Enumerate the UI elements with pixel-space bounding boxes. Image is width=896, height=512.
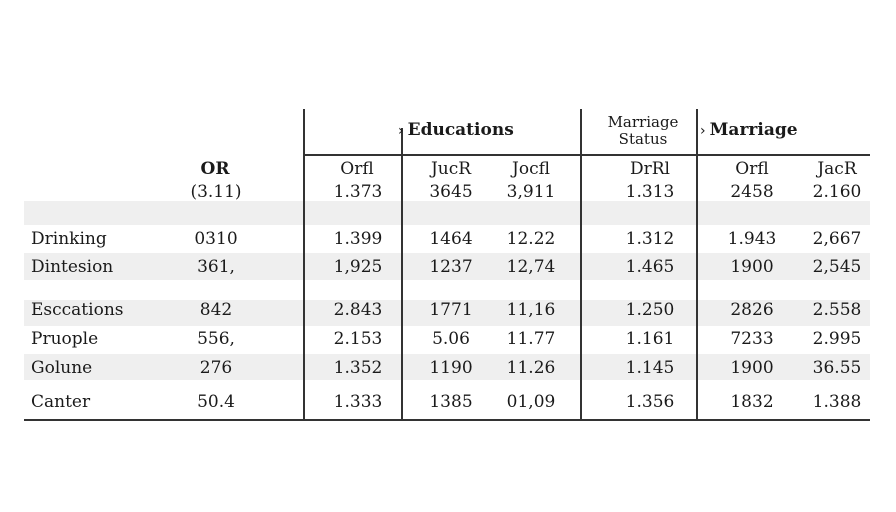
column-header: JacR bbox=[817, 159, 857, 179]
or-cell: 50.4 bbox=[197, 392, 235, 412]
or-header-value: (3.11) bbox=[190, 182, 242, 202]
or-cell: 0310 bbox=[194, 229, 238, 249]
table-cell: 1.161 bbox=[625, 329, 675, 349]
group-header-line: Status bbox=[618, 130, 668, 148]
table-cell: 7233 bbox=[730, 329, 774, 349]
table-cell: 1.388 bbox=[812, 392, 862, 412]
table-cell: 01,09 bbox=[506, 392, 556, 412]
table-cell: 1385 bbox=[429, 392, 473, 412]
or-cell: 556, bbox=[197, 329, 235, 349]
table-cell: 1237 bbox=[429, 257, 473, 277]
table-cell: 1190 bbox=[429, 358, 473, 378]
table-cell: 12,74 bbox=[506, 257, 556, 277]
table-cell: 1.399 bbox=[333, 229, 383, 249]
header-value: 3645 bbox=[429, 182, 473, 202]
or-cell: 361, bbox=[197, 257, 235, 277]
table-cell: 1.943 bbox=[727, 229, 777, 249]
column-divider bbox=[401, 128, 403, 419]
group-header-line: Marriage bbox=[607, 113, 679, 131]
table-cell: 2.995 bbox=[812, 329, 862, 349]
table-cell: 1,925 bbox=[333, 257, 383, 277]
column-header: JucR bbox=[430, 159, 472, 179]
table-cell: 36.55 bbox=[812, 358, 862, 378]
table-cell: 2.558 bbox=[812, 300, 862, 320]
group-header-educations-label: Educations bbox=[407, 120, 514, 140]
table-cell: 1900 bbox=[730, 358, 774, 378]
or-header-label: OR bbox=[200, 159, 230, 179]
bottom-rule bbox=[24, 419, 870, 421]
table-cell: 1.250 bbox=[625, 300, 675, 320]
header-value: 1.373 bbox=[333, 182, 383, 202]
table-cell: 2826 bbox=[730, 300, 774, 320]
row-label: Drinking bbox=[31, 229, 107, 249]
column-divider bbox=[303, 109, 305, 419]
table-cell: 2,667 bbox=[812, 229, 862, 249]
table-cell: 1.145 bbox=[625, 358, 675, 378]
row-label: Pruople bbox=[31, 329, 99, 349]
table-cell: 1.352 bbox=[333, 358, 383, 378]
row-label: Dintesion bbox=[31, 257, 114, 277]
group-header-marriage-label: Marriage bbox=[709, 120, 798, 140]
header-value: 2458 bbox=[730, 182, 774, 202]
table-cell: 12.22 bbox=[506, 229, 556, 249]
chevron-right-icon: › bbox=[398, 123, 404, 139]
column-divider bbox=[580, 109, 582, 419]
header-rule bbox=[303, 154, 870, 156]
row-label: Canter bbox=[31, 392, 91, 412]
table-cell: 1.465 bbox=[625, 257, 675, 277]
table-cell: 5.06 bbox=[432, 329, 470, 349]
chevron-right-icon: › bbox=[700, 123, 706, 139]
header-value: 2.160 bbox=[812, 182, 862, 202]
header-value: 1.313 bbox=[625, 182, 675, 202]
table-cell: 1771 bbox=[429, 300, 473, 320]
row-label: Golune bbox=[31, 358, 93, 378]
table-cell: 1.356 bbox=[625, 392, 675, 412]
or-cell: 276 bbox=[199, 358, 233, 378]
group-header-marriage-status bbox=[608, 114, 679, 148]
table-cell: 1900 bbox=[730, 257, 774, 277]
table-cell: 1.333 bbox=[333, 392, 383, 412]
or-cell: 842 bbox=[199, 300, 233, 320]
header-value: 3,911 bbox=[506, 182, 556, 202]
table-cell: 1.312 bbox=[625, 229, 675, 249]
column-header: Jocfl bbox=[512, 159, 550, 179]
table-cell: 11.77 bbox=[506, 329, 556, 349]
column-header: DrRl bbox=[630, 159, 670, 179]
row-label: Esccations bbox=[31, 300, 124, 320]
table-cell: 11,16 bbox=[506, 300, 556, 320]
table-cell: 11.26 bbox=[506, 358, 556, 378]
group-header-educations bbox=[398, 120, 514, 141]
table-cell: 2.843 bbox=[333, 300, 383, 320]
table-cell: 1832 bbox=[730, 392, 774, 412]
column-header: Orfl bbox=[735, 159, 769, 179]
table-cell: 1464 bbox=[429, 229, 473, 249]
column-header: Orfl bbox=[340, 159, 374, 179]
group-header-marriage bbox=[700, 120, 798, 141]
table-cell: 2.153 bbox=[333, 329, 383, 349]
column-divider bbox=[696, 109, 698, 419]
row-band bbox=[24, 201, 870, 225]
table-cell: 2,545 bbox=[812, 257, 862, 277]
